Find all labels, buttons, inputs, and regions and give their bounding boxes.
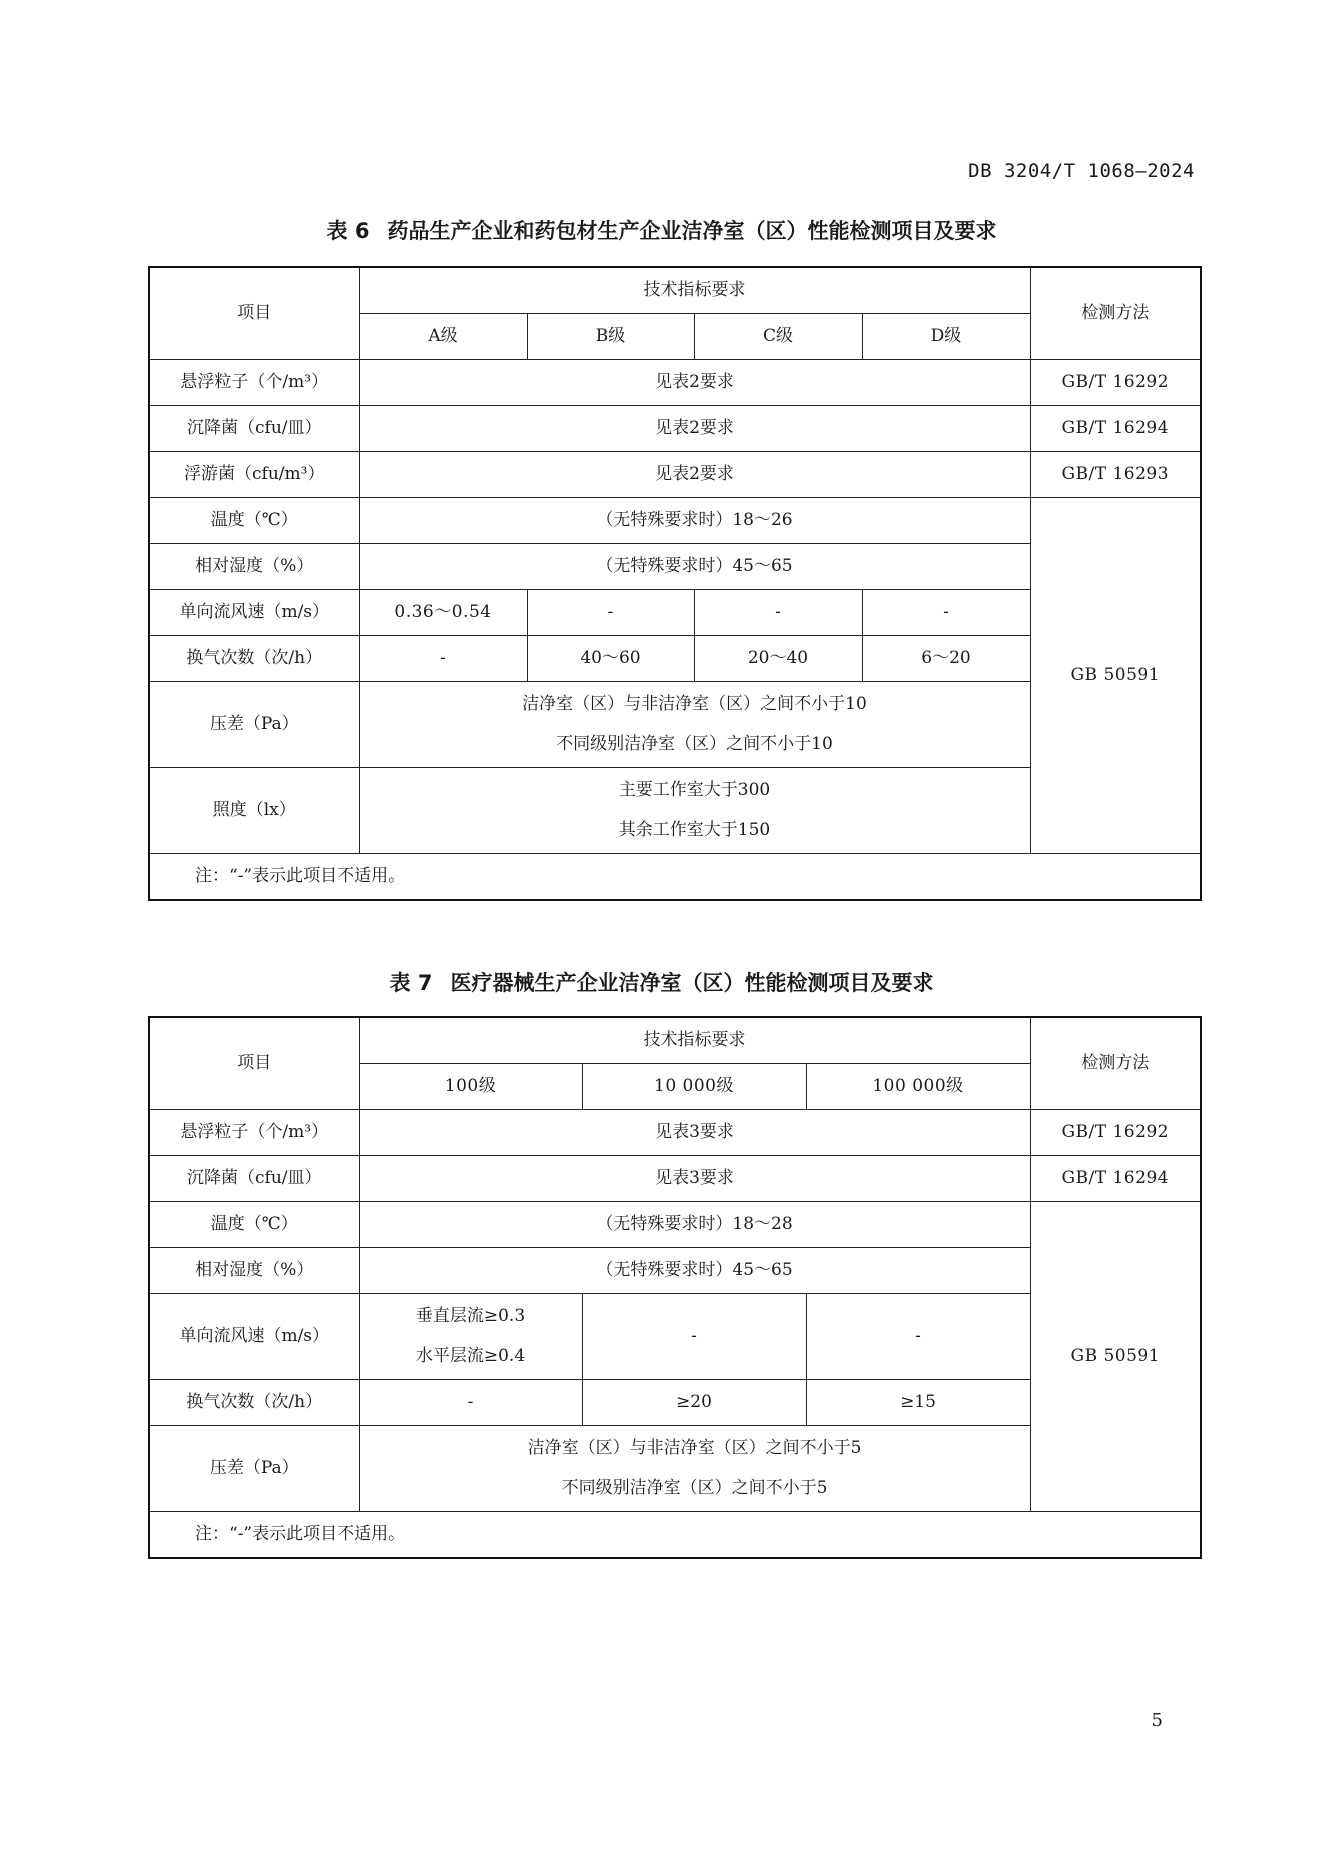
page-number: 5 <box>1151 1710 1163 1731</box>
header-method: 检测方法 <box>1030 1017 1201 1109</box>
table7-title <box>0 967 1323 997</box>
cell-grade-100: - <box>359 1379 582 1425</box>
header-tech-requirements: 技术指标要求 <box>359 1017 1030 1063</box>
row-item: 温度（℃） <box>149 497 359 543</box>
row-item: 相对湿度（%） <box>149 1247 359 1293</box>
row-requirement: 见表2要求 <box>359 451 1030 497</box>
table-note: 注：“-”表示此项目不适用。 <box>149 853 1201 900</box>
header-grade-d: D级 <box>862 313 1030 359</box>
table-row <box>149 1201 1201 1247</box>
table7-number: 表 7 <box>389 971 433 995</box>
row-requirement: （无特殊要求时）45～65 <box>359 543 1030 589</box>
cell-grade-d: 6～20 <box>862 635 1030 681</box>
row-requirement: （无特殊要求时）18～26 <box>359 497 1030 543</box>
table7 <box>148 1016 1202 1559</box>
row-requirement: （无特殊要求时）45～65 <box>359 1247 1030 1293</box>
table6-title <box>0 215 1323 245</box>
row-method: GB/T 16294 <box>1030 405 1201 451</box>
header-method: 检测方法 <box>1030 267 1201 359</box>
requirement-line: 洁净室（区）与非洁净室（区）之间不小于5 <box>527 1438 862 1458</box>
row-method: GB/T 16293 <box>1030 451 1201 497</box>
header-tech-requirements: 技术指标要求 <box>359 267 1030 313</box>
cell-grade-d: - <box>862 589 1030 635</box>
row-requirement: 见表2要求 <box>359 405 1030 451</box>
header-grade-c: C级 <box>694 313 862 359</box>
row-requirement <box>359 681 1030 767</box>
header-grade-10000: 10 000级 <box>582 1063 806 1109</box>
row-item: 沉降菌（cfu/皿） <box>149 405 359 451</box>
requirement-line: 洁净室（区）与非洁净室（区）之间不小于10 <box>522 694 867 714</box>
table-row <box>149 1017 1201 1063</box>
cell-grade-100 <box>359 1293 582 1379</box>
header-item: 项目 <box>149 1017 359 1109</box>
table-row <box>149 1511 1201 1558</box>
table-row <box>149 853 1201 900</box>
cell-grade-b: 40～60 <box>527 635 694 681</box>
table6 <box>148 266 1202 901</box>
cell-grade-c: 20～40 <box>694 635 862 681</box>
table6-number: 表 6 <box>326 219 370 243</box>
table-row <box>149 267 1201 313</box>
requirement-line: 垂直层流≥0.3 <box>415 1306 526 1326</box>
cell-grade-a: - <box>359 635 527 681</box>
row-requirement: 见表3要求 <box>359 1155 1030 1201</box>
table-row <box>149 1109 1201 1155</box>
row-requirement <box>359 767 1030 853</box>
row-method: GB/T 16294 <box>1030 1155 1201 1201</box>
row-item: 相对湿度（%） <box>149 543 359 589</box>
table-row <box>149 1155 1201 1201</box>
row-item: 浮游菌（cfu/m³） <box>149 451 359 497</box>
row-item: 单向流风速（m/s） <box>149 1293 359 1379</box>
row-item: 照度（lx） <box>149 767 359 853</box>
row-method: GB/T 16292 <box>1030 1109 1201 1155</box>
row-method: GB/T 16292 <box>1030 359 1201 405</box>
requirement-line: 不同级别洁净室（区）之间不小于5 <box>561 1478 828 1498</box>
header-grade-100000: 100 000级 <box>806 1063 1030 1109</box>
cell-grade-10000: - <box>582 1293 806 1379</box>
row-requirement: 见表2要求 <box>359 359 1030 405</box>
row-item: 温度（℃） <box>149 1201 359 1247</box>
requirement-line: 不同级别洁净室（区）之间不小于10 <box>556 734 833 754</box>
row-item: 换气次数（次/h） <box>149 635 359 681</box>
cell-grade-b: - <box>527 589 694 635</box>
header-grade-b: B级 <box>527 313 694 359</box>
requirement-line: 水平层流≥0.4 <box>415 1346 526 1366</box>
row-requirement <box>359 1425 1030 1511</box>
requirement-line: 其余工作室大于150 <box>618 820 771 840</box>
shared-method: GB 50591 <box>1030 1201 1201 1511</box>
row-item: 压差（Pa） <box>149 1425 359 1511</box>
row-requirement: （无特殊要求时）18～28 <box>359 1201 1030 1247</box>
table-row <box>149 405 1201 451</box>
shared-method: GB 50591 <box>1030 497 1201 853</box>
document-code: DB 3204/T 1068—2024 <box>968 160 1195 182</box>
row-item: 单向流风速（m/s） <box>149 589 359 635</box>
header-grade-a: A级 <box>359 313 527 359</box>
row-item: 换气次数（次/h） <box>149 1379 359 1425</box>
requirement-line: 主要工作室大于300 <box>618 780 771 800</box>
table-row <box>149 497 1201 543</box>
cell-grade-a: 0.36～0.54 <box>359 589 527 635</box>
row-item: 悬浮粒子（个/m³） <box>149 1109 359 1155</box>
row-item: 沉降菌（cfu/皿） <box>149 1155 359 1201</box>
table7-title-text: 医疗器械生产企业洁净室（区）性能检测项目及要求 <box>450 971 934 995</box>
header-grade-100: 100级 <box>359 1063 582 1109</box>
row-requirement: 见表3要求 <box>359 1109 1030 1155</box>
table-note: 注：“-”表示此项目不适用。 <box>149 1511 1201 1558</box>
table6-title-text: 药品生产企业和药包材生产企业洁净室（区）性能检测项目及要求 <box>387 219 997 243</box>
cell-grade-100000: ≥15 <box>806 1379 1030 1425</box>
row-item: 压差（Pa） <box>149 681 359 767</box>
table-row <box>149 451 1201 497</box>
table-row <box>149 359 1201 405</box>
cell-grade-10000: ≥20 <box>582 1379 806 1425</box>
header-item: 项目 <box>149 267 359 359</box>
cell-grade-c: - <box>694 589 862 635</box>
cell-grade-100000: - <box>806 1293 1030 1379</box>
row-item: 悬浮粒子（个/m³） <box>149 359 359 405</box>
